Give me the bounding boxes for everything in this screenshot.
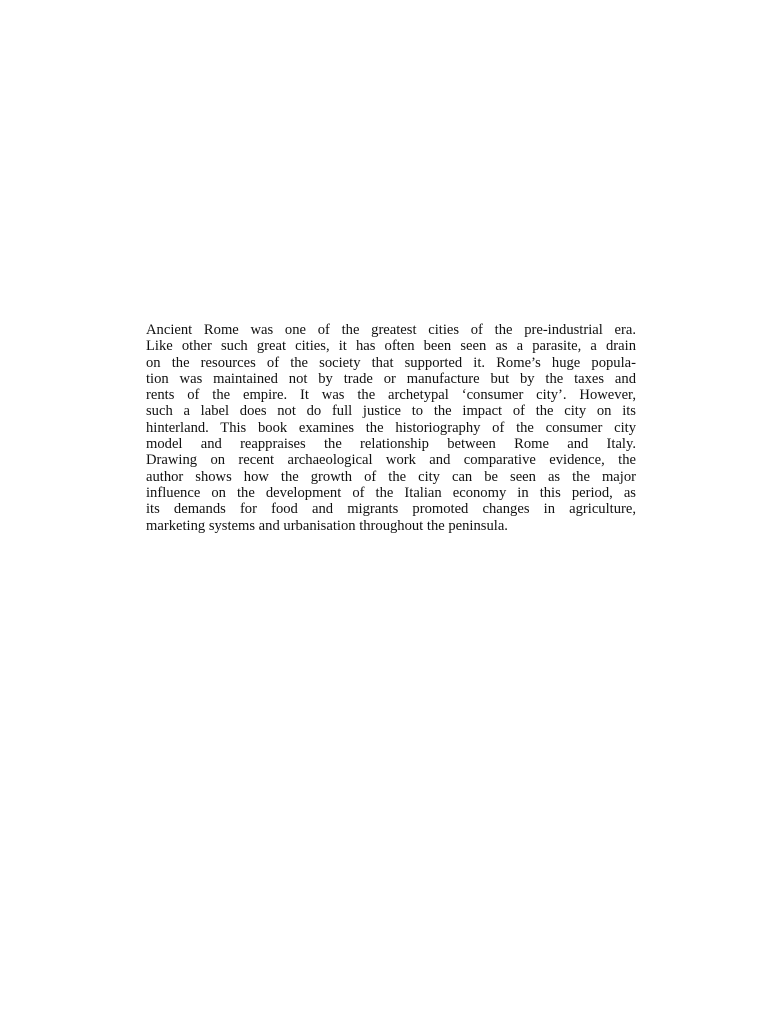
paragraph-line: on the resources of the society that supported it. Rome’s huge popula-: [146, 354, 636, 371]
paragraph-line: marketing systems and urbanisation throughout the peninsula.: [146, 517, 508, 534]
paragraph-line: hinterland. This book examines the historiography of the consumer city: [146, 419, 636, 436]
book-description-paragraph: [146, 322, 636, 534]
paragraph-line: Like other such great cities, it has often been seen as a parasite, a drain: [146, 338, 636, 355]
paragraph-line: Drawing on recent archaeological work and comparative evidence, the: [146, 452, 636, 469]
paragraph-line: its demands for food and migrants promoted changes in agriculture,: [146, 501, 636, 518]
paragraph-line: Ancient Rome was one of the greatest cities of the pre-industrial era.: [146, 322, 636, 338]
paragraph-line: author shows how the growth of the city can be seen as the major: [146, 468, 636, 485]
paragraph-line: tion was maintained not by trade or manufacture but by the taxes and: [146, 370, 636, 387]
paragraph-line: such a label does not do full justice to the impact of the city on its: [146, 403, 636, 420]
paragraph-line: influence on the development of the Italian economy in this period, as: [146, 484, 636, 501]
paragraph-line: model and reappraises the relationship between Rome and Italy.: [146, 436, 636, 453]
paragraph-line: rents of the empire. It was the archetypal ‘consumer city’. However,: [146, 387, 636, 404]
